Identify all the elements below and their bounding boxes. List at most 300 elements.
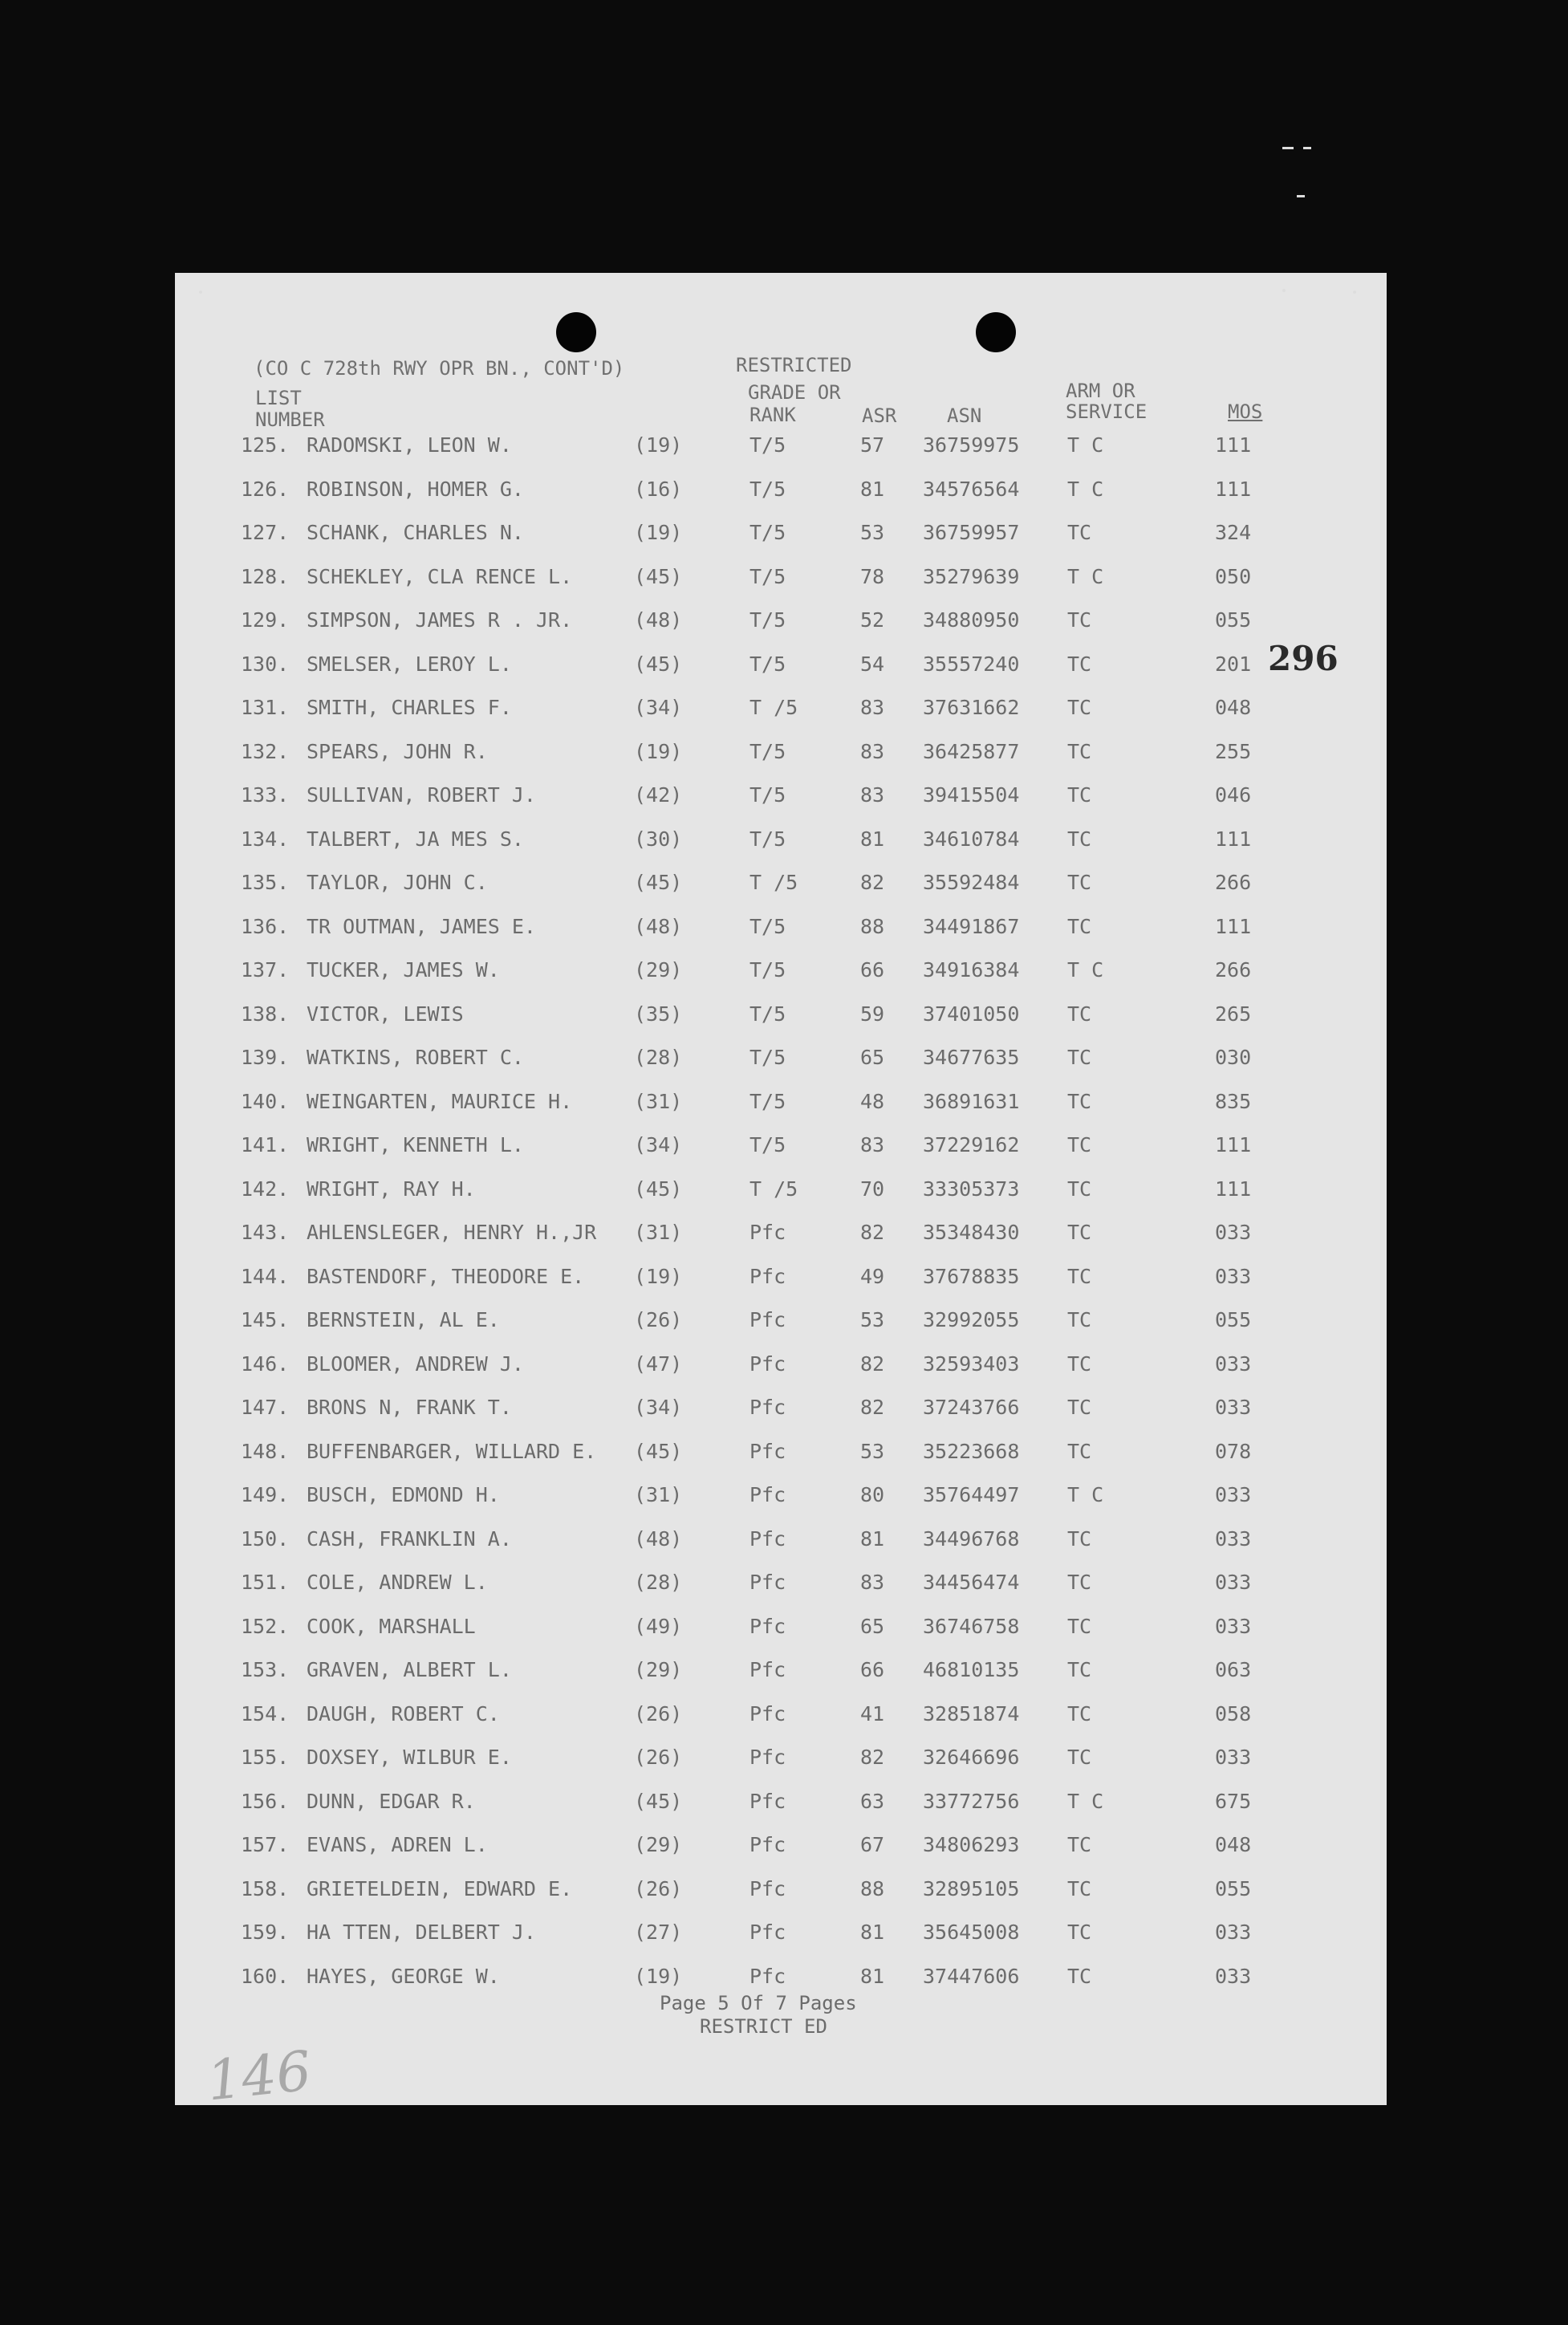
classification-top: RESTRICTED — [736, 354, 852, 376]
age-code: (48) — [634, 1527, 683, 1551]
grade-rank: Pfc — [749, 1877, 786, 1900]
arm-service: TC — [1067, 827, 1092, 851]
service-number: 37447606 — [923, 1965, 1020, 1988]
arm-service: TC — [1067, 1527, 1092, 1551]
arm-service: TC — [1067, 1571, 1092, 1594]
arm-service: TC — [1067, 1133, 1092, 1156]
age-code: (26) — [634, 1877, 683, 1900]
grade-rank: T/5 — [749, 1046, 786, 1069]
soldier-name: SIMPSON, JAMES R . JR. — [307, 608, 573, 632]
grade-rank: T/5 — [749, 1002, 786, 1026]
arm-service: T C — [1067, 433, 1104, 457]
soldier-name: SPEARS, JOHN R. — [307, 740, 488, 763]
mos-code: 033 — [1215, 1265, 1252, 1288]
service-number: 35764497 — [923, 1483, 1020, 1506]
grade-rank: T /5 — [749, 696, 798, 719]
grade-rank: T/5 — [749, 433, 786, 457]
soldier-name: ROBINSON, HOMER G. — [307, 478, 524, 501]
asr-score: 81 — [860, 827, 885, 851]
grade-rank: T/5 — [749, 478, 786, 501]
list-number-label: NUMBER — [255, 409, 325, 431]
arm-service: TC — [1067, 1090, 1092, 1113]
mos-code: 111 — [1215, 1133, 1252, 1156]
soldier-name: TUCKER, JAMES W. — [307, 958, 500, 982]
asr-score: 81 — [860, 478, 885, 501]
row-number: 145. — [241, 1308, 290, 1331]
grade-rank: Pfc — [749, 1658, 786, 1681]
arm-service: TC — [1067, 652, 1092, 676]
arm-service: T C — [1067, 1790, 1104, 1813]
asr-score: 41 — [860, 1702, 885, 1725]
arm-service: TC — [1067, 783, 1092, 807]
asr-score: 80 — [860, 1483, 885, 1506]
service-number: 35279639 — [923, 565, 1020, 588]
age-code: (48) — [634, 915, 683, 938]
asr-score: 67 — [860, 1833, 885, 1856]
age-code: (19) — [634, 433, 683, 457]
row-number: 129. — [241, 608, 290, 632]
mos-code: 055 — [1215, 1877, 1252, 1900]
service-number: 32851874 — [923, 1702, 1020, 1725]
mos-code: 033 — [1215, 1527, 1252, 1551]
arm-service: TC — [1067, 1308, 1092, 1331]
asr-score: 66 — [860, 1658, 885, 1681]
arm-service: TC — [1067, 1702, 1092, 1725]
mos-code: 111 — [1215, 827, 1252, 851]
age-code: (45) — [634, 1440, 683, 1463]
asr-score: 65 — [860, 1046, 885, 1069]
service-number: 37678835 — [923, 1265, 1020, 1288]
arm-service: T C — [1067, 1483, 1104, 1506]
row-number: 135. — [241, 871, 290, 894]
arm-service: TC — [1067, 1046, 1092, 1069]
row-number: 126. — [241, 478, 290, 501]
age-code: (34) — [634, 696, 683, 719]
row-number: 140. — [241, 1090, 290, 1113]
arm-service: TC — [1067, 1177, 1092, 1201]
service-number: 46810135 — [923, 1658, 1020, 1681]
grade-rank: Pfc — [749, 1790, 786, 1813]
arm-service: TC — [1067, 1352, 1092, 1376]
asr-score: 83 — [860, 1571, 885, 1594]
age-code: (31) — [634, 1090, 683, 1113]
arm-service: TC — [1067, 521, 1092, 544]
soldier-name: BUFFENBARGER, WILLARD E. — [307, 1440, 597, 1463]
age-code: (16) — [634, 478, 683, 501]
soldier-name: BERNSTEIN, AL E. — [307, 1308, 500, 1331]
mos-code: 033 — [1215, 1571, 1252, 1594]
soldier-name: VICTOR, LEWIS — [307, 1002, 464, 1026]
row-number: 149. — [241, 1483, 290, 1506]
grade-rank: Pfc — [749, 1352, 786, 1376]
grade-rank: T/5 — [749, 608, 786, 632]
asn-label: ASN — [947, 404, 982, 427]
soldier-name: DOXSEY, WILBUR E. — [307, 1746, 512, 1769]
soldier-name: BRONS N, FRANK T. — [307, 1396, 512, 1419]
asr-score: 49 — [860, 1265, 885, 1288]
age-code: (26) — [634, 1308, 683, 1331]
grade-rank: Pfc — [749, 1308, 786, 1331]
service-number: 35557240 — [923, 652, 1020, 676]
row-number: 137. — [241, 958, 290, 982]
age-code: (45) — [634, 871, 683, 894]
grade-rank: T/5 — [749, 1090, 786, 1113]
mos-code: 675 — [1215, 1790, 1252, 1813]
scan-mark — [1303, 147, 1311, 149]
service-number: 39415504 — [923, 783, 1020, 807]
grade-rank: Pfc — [749, 1921, 786, 1944]
grade-label: RANK — [749, 404, 796, 426]
mos-code: 111 — [1215, 1177, 1252, 1201]
asr-score: 83 — [860, 783, 885, 807]
age-code: (27) — [634, 1921, 683, 1944]
list-number-label: LIST — [255, 387, 302, 409]
mos-code: 033 — [1215, 1746, 1252, 1769]
mos-code: 033 — [1215, 1396, 1252, 1419]
arm-service: TC — [1067, 1877, 1092, 1900]
row-number: 148. — [241, 1440, 290, 1463]
mos-code: 111 — [1215, 433, 1252, 457]
soldier-name: BASTENDORF, THEODORE E. — [307, 1265, 585, 1288]
service-number: 37229162 — [923, 1133, 1020, 1156]
row-number: 138. — [241, 1002, 290, 1026]
asr-score: 48 — [860, 1090, 885, 1113]
grade-rank: Pfc — [749, 1527, 786, 1551]
mos-code: 266 — [1215, 958, 1252, 982]
arm-service: T C — [1067, 478, 1104, 501]
grade-rank: Pfc — [749, 1833, 786, 1856]
arm-service: T C — [1067, 565, 1104, 588]
age-code: (26) — [634, 1746, 683, 1769]
mos-code: 055 — [1215, 608, 1252, 632]
mos-code: 033 — [1215, 1483, 1252, 1506]
soldier-name: RADOMSKI, LEON W. — [307, 433, 512, 457]
asr-score: 82 — [860, 1396, 885, 1419]
mos-code: 033 — [1215, 1921, 1252, 1944]
arm-service: TC — [1067, 1921, 1092, 1944]
age-code: (47) — [634, 1352, 683, 1376]
row-number: 152. — [241, 1615, 290, 1638]
service-number: 37401050 — [923, 1002, 1020, 1026]
punch-hole-right — [976, 312, 1016, 352]
arm-service: TC — [1067, 1002, 1092, 1026]
age-code: (34) — [634, 1396, 683, 1419]
mos-code: 835 — [1215, 1090, 1252, 1113]
arm-service: TC — [1067, 1221, 1092, 1244]
soldier-name: BUSCH, EDMOND H. — [307, 1483, 500, 1506]
service-number: 35223668 — [923, 1440, 1020, 1463]
row-number: 159. — [241, 1921, 290, 1944]
service-number: 34496768 — [923, 1527, 1020, 1551]
asr-label: ASR — [862, 404, 897, 427]
age-code: (30) — [634, 827, 683, 851]
age-code: (49) — [634, 1615, 683, 1638]
grade-rank: T/5 — [749, 915, 786, 938]
soldier-name: SULLIVAN, ROBERT J. — [307, 783, 536, 807]
service-number: 34806293 — [923, 1833, 1020, 1856]
row-number: 144. — [241, 1265, 290, 1288]
soldier-name: AHLENSLEGER, HENRY H.,JR — [307, 1221, 597, 1244]
service-number: 34456474 — [923, 1571, 1020, 1594]
soldier-name: DAUGH, ROBERT C. — [307, 1702, 500, 1725]
punch-hole-left — [556, 312, 596, 352]
grade-rank: Pfc — [749, 1440, 786, 1463]
asr-score: 57 — [860, 433, 885, 457]
asr-score: 88 — [860, 1877, 885, 1900]
arm-service: T C — [1067, 958, 1104, 982]
row-number: 133. — [241, 783, 290, 807]
age-code: (31) — [634, 1483, 683, 1506]
age-code: (35) — [634, 1002, 683, 1026]
soldier-name: BLOOMER, ANDREW J. — [307, 1352, 524, 1376]
mos-code: 058 — [1215, 1702, 1252, 1725]
page-stamp-number: 296 — [1268, 639, 1338, 678]
age-code: (45) — [634, 1177, 683, 1201]
mos-code: 324 — [1215, 521, 1252, 544]
mos-code: 078 — [1215, 1440, 1252, 1463]
row-number: 154. — [241, 1702, 290, 1725]
age-code: (45) — [634, 1790, 683, 1813]
grade-rank: Pfc — [749, 1265, 786, 1288]
row-number: 151. — [241, 1571, 290, 1594]
arm-service: TC — [1067, 1440, 1092, 1463]
grade-rank: T /5 — [749, 871, 798, 894]
soldier-name: SMITH, CHARLES F. — [307, 696, 512, 719]
service-number: 36425877 — [923, 740, 1020, 763]
row-number: 136. — [241, 915, 290, 938]
arm-service: TC — [1067, 740, 1092, 763]
mos-code: 048 — [1215, 696, 1252, 719]
service-number: 34677635 — [923, 1046, 1020, 1069]
mos-code: 266 — [1215, 871, 1252, 894]
soldier-name: COLE, ANDREW L. — [307, 1571, 488, 1594]
soldier-name: SMELSER, LEROY L. — [307, 652, 512, 676]
service-number: 34916384 — [923, 958, 1020, 982]
asr-score: 70 — [860, 1177, 885, 1201]
age-code: (19) — [634, 740, 683, 763]
soldier-name: WRIGHT, RAY H. — [307, 1177, 476, 1201]
row-number: 155. — [241, 1746, 290, 1769]
mos-code: 046 — [1215, 783, 1252, 807]
asr-score: 82 — [860, 1221, 885, 1244]
service-number: 32646696 — [923, 1746, 1020, 1769]
mos-code: 255 — [1215, 740, 1252, 763]
asr-score: 83 — [860, 696, 885, 719]
service-number: 37243766 — [923, 1396, 1020, 1419]
grade-rank: T/5 — [749, 783, 786, 807]
age-code: (48) — [634, 608, 683, 632]
age-code: (19) — [634, 521, 683, 544]
grade-rank: T/5 — [749, 652, 786, 676]
row-number: 139. — [241, 1046, 290, 1069]
asr-score: 59 — [860, 1002, 885, 1026]
asr-score: 82 — [860, 1352, 885, 1376]
service-number: 34576564 — [923, 478, 1020, 501]
age-code: (31) — [634, 1221, 683, 1244]
grade-rank: T/5 — [749, 827, 786, 851]
row-number: 142. — [241, 1177, 290, 1201]
row-number: 134. — [241, 827, 290, 851]
arm-service: TC — [1067, 1615, 1092, 1638]
age-code: (29) — [634, 1658, 683, 1681]
row-number: 150. — [241, 1527, 290, 1551]
scan-mark — [1282, 289, 1286, 292]
row-number: 130. — [241, 652, 290, 676]
handwritten-number: 146 — [204, 2039, 315, 2114]
age-code: (42) — [634, 783, 683, 807]
asr-score: 54 — [860, 652, 885, 676]
mos-code: 055 — [1215, 1308, 1252, 1331]
arm-service: TC — [1067, 1265, 1092, 1288]
asr-score: 52 — [860, 608, 885, 632]
arm-service: TC — [1067, 1658, 1092, 1681]
scan-mark — [1353, 291, 1356, 294]
grade-rank: Pfc — [749, 1746, 786, 1769]
asr-score: 83 — [860, 740, 885, 763]
mos-code: 033 — [1215, 1221, 1252, 1244]
row-number: 131. — [241, 696, 290, 719]
service-number: 32992055 — [923, 1308, 1020, 1331]
age-code: (45) — [634, 565, 683, 588]
asr-score: 82 — [860, 871, 885, 894]
row-number: 141. — [241, 1133, 290, 1156]
arm-service: TC — [1067, 1746, 1092, 1769]
age-code: (29) — [634, 1833, 683, 1856]
age-code: (34) — [634, 1133, 683, 1156]
asr-score: 53 — [860, 1440, 885, 1463]
mos-code: 111 — [1215, 915, 1252, 938]
grade-label: GRADE OR — [748, 381, 841, 404]
asr-score: 53 — [860, 1308, 885, 1331]
soldier-name: EVANS, ADREN L. — [307, 1833, 488, 1856]
soldier-name: WRIGHT, KENNETH L. — [307, 1133, 524, 1156]
scan-mark — [199, 291, 202, 294]
scan-mark — [1297, 195, 1305, 197]
soldier-name: WEINGARTEN, MAURICE H. — [307, 1090, 573, 1113]
row-number: 147. — [241, 1396, 290, 1419]
row-number: 160. — [241, 1965, 290, 1988]
arm-service-label: ARM OR — [1066, 380, 1135, 402]
row-number: 153. — [241, 1658, 290, 1681]
asr-score: 66 — [860, 958, 885, 982]
grade-rank: Pfc — [749, 1483, 786, 1506]
asr-score: 83 — [860, 1133, 885, 1156]
grade-rank: T/5 — [749, 565, 786, 588]
asr-score: 78 — [860, 565, 885, 588]
page-indicator: Page 5 Of 7 Pages — [660, 1992, 857, 2014]
service-number: 36891631 — [923, 1090, 1020, 1113]
service-number: 32593403 — [923, 1352, 1020, 1376]
soldier-name: HAYES, GEORGE W. — [307, 1965, 500, 1988]
classification-bottom: RESTRICT ED — [700, 2015, 827, 2038]
asr-score: 53 — [860, 521, 885, 544]
grade-rank: Pfc — [749, 1615, 786, 1638]
grade-rank: Pfc — [749, 1965, 786, 1988]
service-number: 33305373 — [923, 1177, 1020, 1201]
asr-score: 65 — [860, 1615, 885, 1638]
soldier-name: DUNN, EDGAR R. — [307, 1790, 476, 1813]
grade-rank: Pfc — [749, 1396, 786, 1419]
grade-rank: T /5 — [749, 1177, 798, 1201]
mos-code: 050 — [1215, 565, 1252, 588]
arm-service: TC — [1067, 1833, 1092, 1856]
mos-code: 063 — [1215, 1658, 1252, 1681]
service-number: 34610784 — [923, 827, 1020, 851]
service-number: 36759957 — [923, 521, 1020, 544]
soldier-name: COOK, MARSHALL — [307, 1615, 476, 1638]
row-number: 157. — [241, 1833, 290, 1856]
soldier-name: GRIETELDEIN, EDWARD E. — [307, 1877, 573, 1900]
grade-rank: Pfc — [749, 1571, 786, 1594]
scan-mark — [1282, 147, 1294, 149]
service-number: 35645008 — [923, 1921, 1020, 1944]
soldier-name: HA TTEN, DELBERT J. — [307, 1921, 536, 1944]
asr-score: 82 — [860, 1746, 885, 1769]
service-number: 36759975 — [923, 433, 1020, 457]
row-number: 127. — [241, 521, 290, 544]
service-number: 35592484 — [923, 871, 1020, 894]
row-number: 125. — [241, 433, 290, 457]
asr-score: 81 — [860, 1921, 885, 1944]
arm-service: TC — [1067, 871, 1092, 894]
mos-code: 033 — [1215, 1352, 1252, 1376]
soldier-name: SCHANK, CHARLES N. — [307, 521, 524, 544]
mos-code: 265 — [1215, 1002, 1252, 1026]
grade-rank: Pfc — [749, 1702, 786, 1725]
service-number: 32895105 — [923, 1877, 1020, 1900]
row-number: 146. — [241, 1352, 290, 1376]
mos-code: 033 — [1215, 1615, 1252, 1638]
mos-code: 111 — [1215, 478, 1252, 501]
mos-code: 048 — [1215, 1833, 1252, 1856]
mos-code: 201 — [1215, 652, 1252, 676]
asr-score: 63 — [860, 1790, 885, 1813]
grade-rank: Pfc — [749, 1221, 786, 1244]
arm-service-label: SERVICE — [1066, 400, 1148, 423]
grade-rank: T/5 — [749, 740, 786, 763]
grade-rank: T/5 — [749, 1133, 786, 1156]
asr-score: 81 — [860, 1965, 885, 1988]
arm-service: TC — [1067, 608, 1092, 632]
age-code: (29) — [634, 958, 683, 982]
soldier-name: TR OUTMAN, JAMES E. — [307, 915, 536, 938]
row-number: 143. — [241, 1221, 290, 1244]
arm-service: TC — [1067, 696, 1092, 719]
arm-service: TC — [1067, 915, 1092, 938]
soldier-name: TALBERT, JA MES S. — [307, 827, 524, 851]
age-code: (45) — [634, 652, 683, 676]
row-number: 158. — [241, 1877, 290, 1900]
row-number: 132. — [241, 740, 290, 763]
asr-score: 81 — [860, 1527, 885, 1551]
soldier-name: CASH, FRANKLIN A. — [307, 1527, 512, 1551]
age-code: (28) — [634, 1046, 683, 1069]
arm-service: TC — [1067, 1965, 1092, 1988]
mos-label: MOS — [1228, 400, 1263, 423]
service-number: 35348430 — [923, 1221, 1020, 1244]
mos-code: 033 — [1215, 1965, 1252, 1988]
soldier-name: SCHEKLEY, CLA RENCE L. — [307, 565, 573, 588]
service-number: 33772756 — [923, 1790, 1020, 1813]
mos-code: 030 — [1215, 1046, 1252, 1069]
grade-rank: T/5 — [749, 521, 786, 544]
age-code: (28) — [634, 1571, 683, 1594]
unit-heading: (CO C 728th RWY OPR BN., CONT'D) — [254, 357, 625, 380]
arm-service: TC — [1067, 1396, 1092, 1419]
soldier-name: WATKINS, ROBERT C. — [307, 1046, 524, 1069]
age-code: (19) — [634, 1265, 683, 1288]
service-number: 34491867 — [923, 915, 1020, 938]
